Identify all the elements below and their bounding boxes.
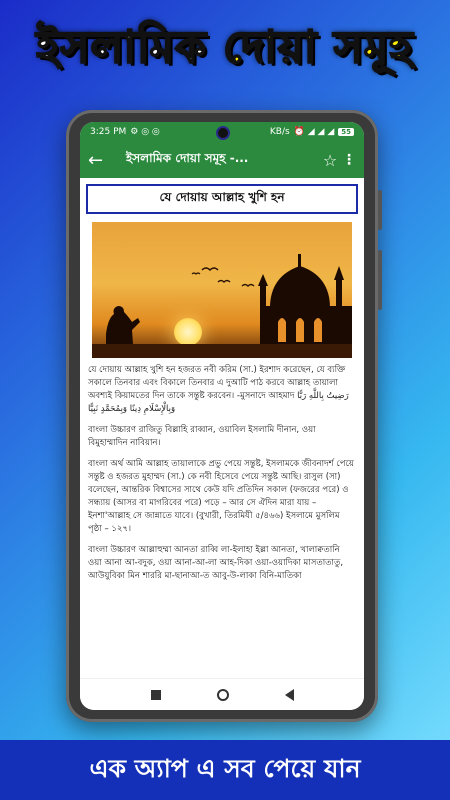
phone-frame — [66, 110, 378, 722]
promo-footer-text: এক অ্যাপ এ সব পেয়ে যান — [89, 753, 361, 783]
mosque-silhouette-icon — [92, 222, 352, 358]
article-body — [80, 358, 364, 583]
promo-title-part1: ইসলামিক — [36, 22, 224, 73]
volume-button — [378, 190, 382, 230]
star-icon[interactable]: ☆ — [322, 150, 338, 170]
article-paragraph: বাংলা উচ্চারণ রাজিতু বিল্লাহি রাব্বান, ওয়াবিল ইসলামি দীনান, ওয়া বিমুহাম্মাদিন নাবিয়ান। — [88, 425, 316, 448]
article-heading: যে দোয়ায় আল্লাহ খুশি হন — [86, 184, 358, 214]
status-signal-icons: ⏰ ◢ ◢ ◢ — [293, 127, 335, 137]
article-paragraph: বাংলা উচ্চারণ আল্লাহুম্মা আনতা রাব্বি লা-ইলাহা ইল্লা আনতা, খালাক্বতানি ওয়া আনা আ-বদুক, ওয়া আনা-আ-লা আহ-দিকা ওয়া-ওয়াদিকা মাসতাতাতু, আউযুবিকা মিন শাররি মা-ছানাআ-ত আবু-উ-লাকা বিনি-মাতিকা — [88, 545, 344, 581]
promo-footer-bar — [0, 740, 450, 800]
front-camera — [216, 126, 230, 140]
phone-screen — [80, 122, 364, 710]
nav-back-icon[interactable] — [285, 689, 294, 701]
ground-shape — [92, 344, 352, 358]
app-bar-title: ইসলামিক দোয়া সমূহ -... — [126, 151, 249, 165]
home-icon[interactable] — [217, 689, 229, 701]
article-paragraph: যে দোয়ায় আল্লাহ খুশি হন হজরত নবী করিম (সা.) ইরশাদ করেছেন, যে ব্যক্তি সকালে তিনবার এবং বিকালে তিনবার এ দুআটি পাঠ করবে আল্লাহ তায়ালা অবশ্যই কিয়ামতের দিন তাকে সন্তুষ্ট করবেন। -মুসনাদে আহমাদ رَضِيتُ بِاللَّهِ رَبًّا وَبِالْإِسْلَامِ دِينًا وَبِمُحَمَّدٍ نَبِيًّا — [88, 365, 349, 414]
status-speed: KB/s — [269, 127, 290, 137]
status-time: 3:25 PM — [90, 127, 127, 137]
more-menu-icon[interactable]: ⋮ — [342, 152, 356, 168]
hero-image-sunset-mosque — [92, 222, 352, 358]
back-arrow-icon[interactable]: ← — [88, 149, 104, 171]
battery-icon: 55 — [338, 128, 354, 136]
power-button — [378, 250, 382, 310]
article-paragraph: বাংলা অর্থ আমি আল্লাহ তায়ালাকে প্রভু পেয়ে সন্তুষ্ট, ইসলামকে জীবনাদর্শ পেয়ে সন্তুষ্ট ও হজরত মুহাম্মদ (সা.) কে নবী হিসেবে পেয়ে সন্তুষ্ট আছি। রাসুল (সা) বলেছেন, আন্তরিক বিশ্বাসের সাথে কেউ যদি প্রতিদিন সকাল (ফজরের পরে) ও সন্ধ্যায় (আসর বা মাগরিবের পরে) পড়ে – আর সে ঐদিন মারা যায় – ইনশা'আল্লাহ সে জান্নাতে যাবে। (বুখারী, তিরমিযী ৫/৪৬৬) ইসলামে মুসলিম পৃষ্ঠা – ১২৭। — [88, 459, 354, 534]
status-notification-icons: ⚙ ◎ ◎ — [130, 127, 160, 137]
promo-title-part2: দোয়া সমূহ — [223, 22, 414, 73]
recents-icon[interactable] — [151, 690, 161, 700]
app-bar — [80, 142, 364, 178]
article-content[interactable] — [80, 178, 364, 676]
system-nav-bar — [80, 678, 364, 710]
promo-title — [0, 14, 450, 87]
